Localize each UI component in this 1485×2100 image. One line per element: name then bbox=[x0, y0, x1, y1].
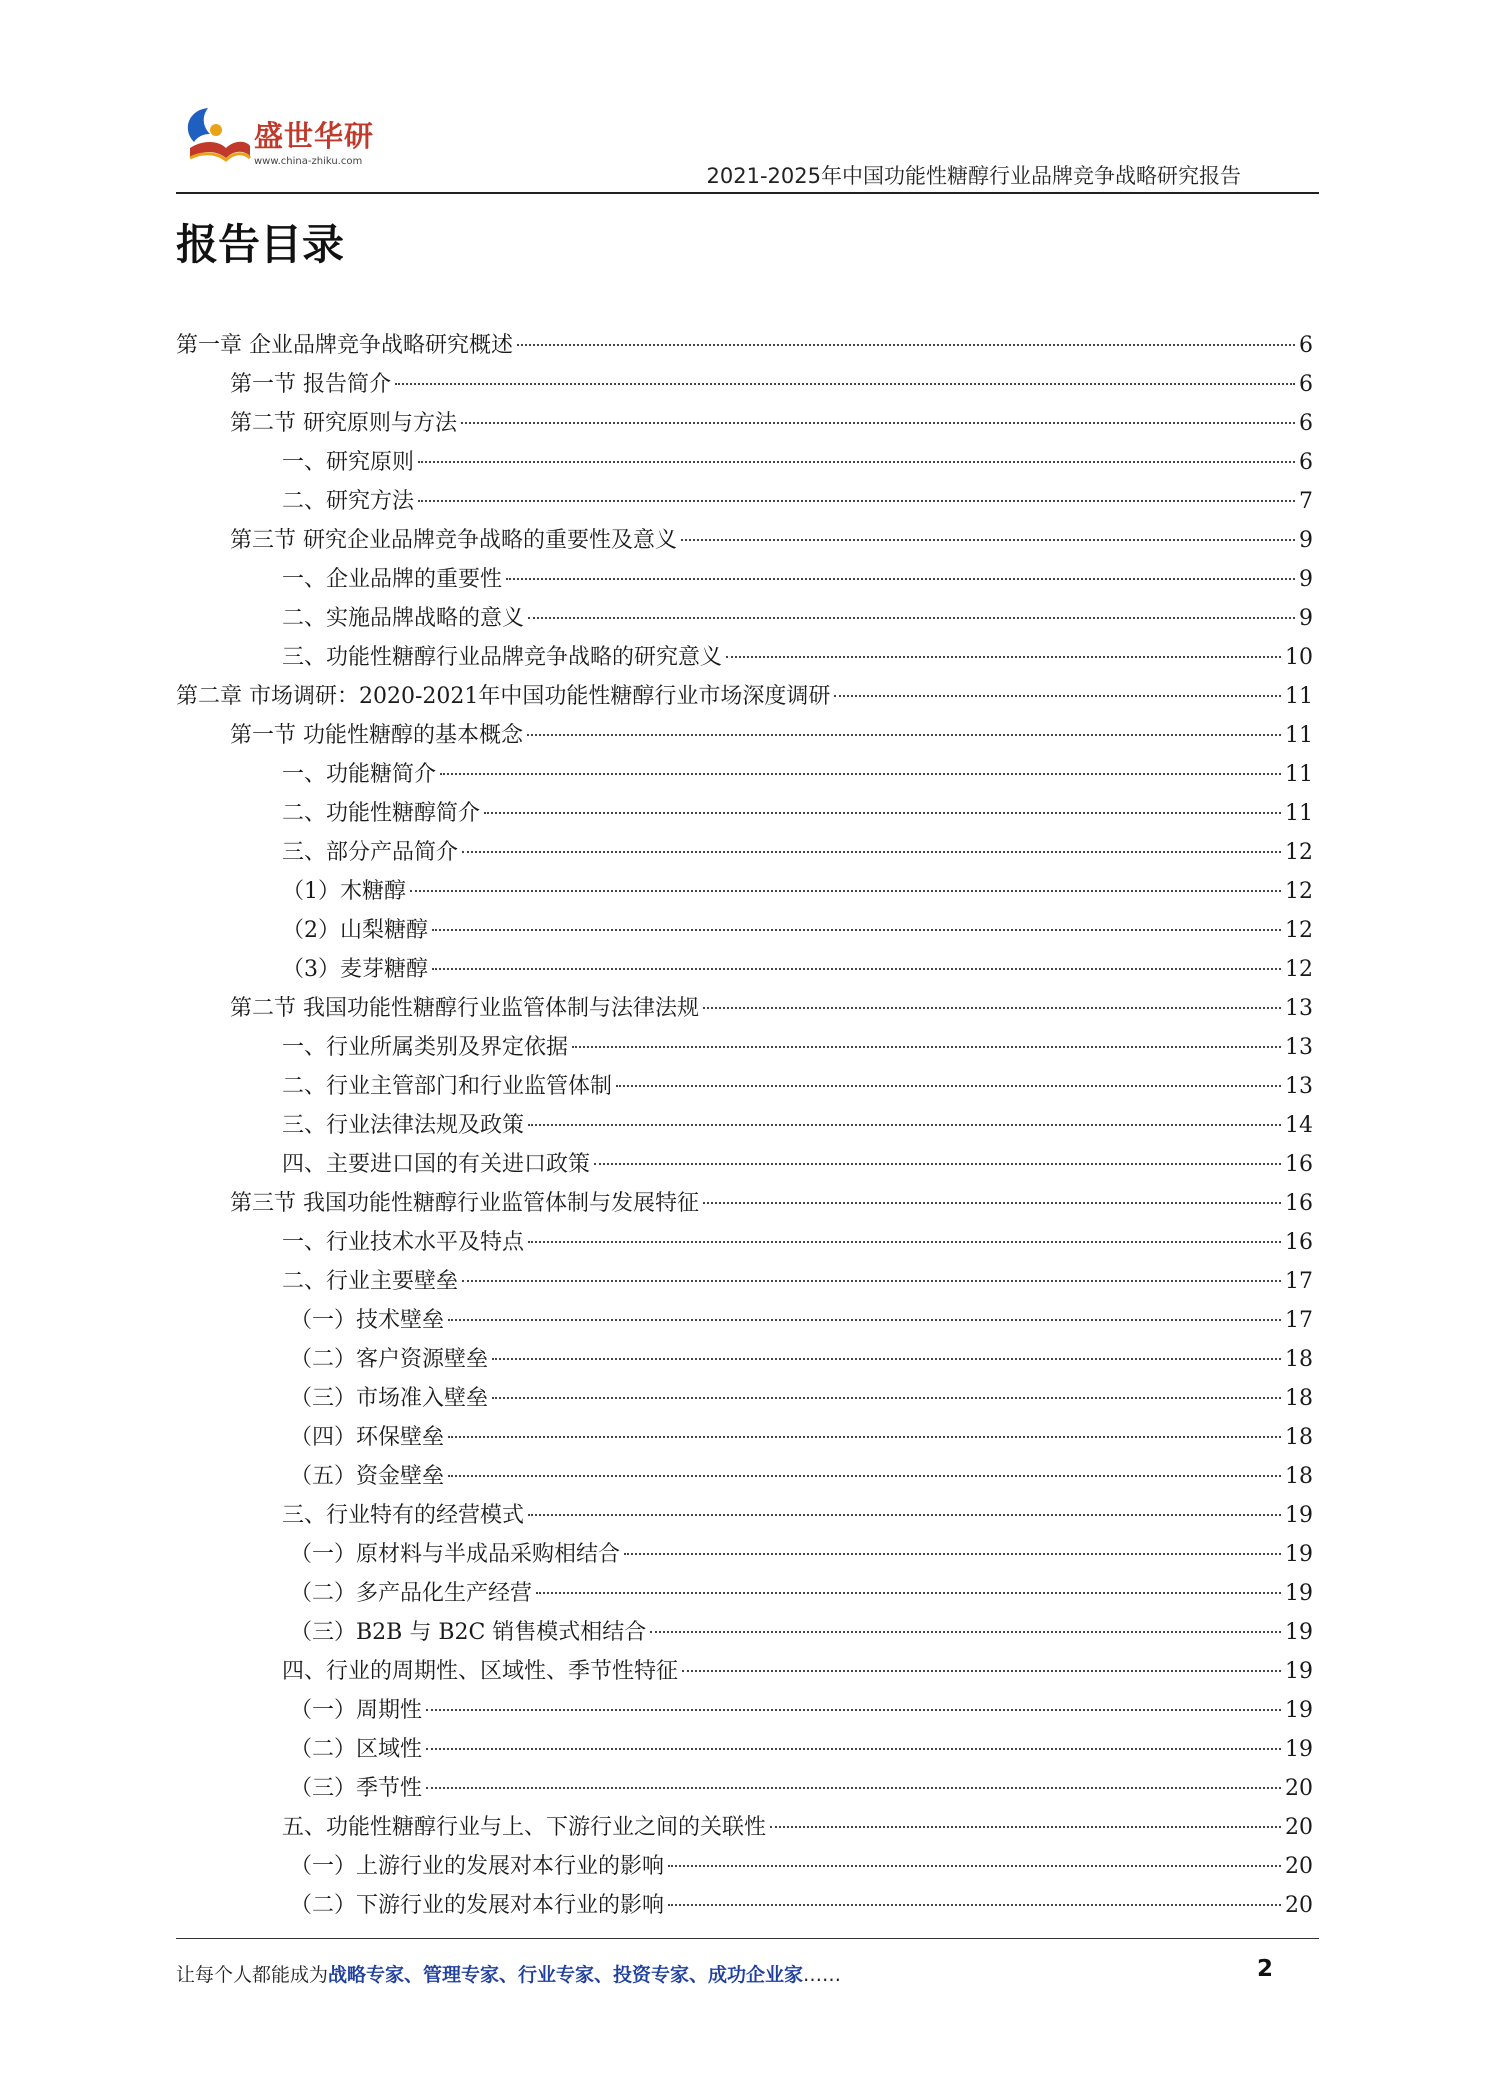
toc-entry-title: （二）多产品化生产经营 bbox=[290, 1581, 533, 1606]
toc-dot-leader bbox=[492, 1397, 1281, 1399]
toc-entry[interactable] bbox=[176, 1262, 1313, 1301]
toc-entry[interactable] bbox=[176, 872, 1313, 911]
toc-dot-leader bbox=[616, 1085, 1281, 1087]
toc-entry-page: 18 bbox=[1285, 1425, 1313, 1450]
toc-entry[interactable] bbox=[176, 989, 1313, 1028]
toc-entry[interactable] bbox=[176, 1340, 1313, 1379]
toc-dot-leader bbox=[448, 1319, 1281, 1321]
toc-entry-page: 18 bbox=[1285, 1347, 1313, 1372]
toc-entry-page: 10 bbox=[1285, 645, 1313, 670]
toc-dot-leader bbox=[462, 851, 1281, 853]
toc-dot-leader bbox=[418, 500, 1295, 502]
toc-entry-page: 9 bbox=[1299, 567, 1313, 592]
footer-slogan bbox=[176, 1960, 841, 1987]
toc-entry[interactable] bbox=[176, 755, 1313, 794]
toc-entry-page: 20 bbox=[1285, 1854, 1313, 1879]
toc-dot-leader bbox=[528, 1241, 1281, 1243]
logo-emblem-icon bbox=[176, 100, 252, 176]
footer-slogan-suffix: …… bbox=[803, 1964, 842, 1986]
toc-dot-leader bbox=[624, 1553, 1281, 1555]
toc-entry-page: 9 bbox=[1299, 528, 1313, 553]
footer-slogan-highlight: 战略专家、管理专家、行业专家、投资专家、成功企业家 bbox=[328, 1964, 804, 1986]
toc-entry-title: 第三节 我国功能性糖醇行业监管体制与发展特征 bbox=[230, 1191, 699, 1216]
toc-entry-title: 二、行业主要壁垒 bbox=[282, 1269, 459, 1294]
toc-entry-title: 二、研究方法 bbox=[282, 489, 415, 514]
toc-entry-page: 9 bbox=[1299, 606, 1313, 631]
toc-dot-leader bbox=[517, 344, 1295, 346]
toc-entry-title: （三）B2B 与 B2C 销售模式相结合 bbox=[290, 1620, 647, 1645]
toc-entry-title: 二、实施品牌战略的意义 bbox=[282, 606, 525, 631]
toc-entry[interactable] bbox=[176, 1691, 1313, 1730]
toc-entry-page: 17 bbox=[1285, 1308, 1313, 1333]
toc-entry-page: 19 bbox=[1285, 1542, 1313, 1567]
toc-dot-leader bbox=[703, 1202, 1281, 1204]
toc-dot-leader bbox=[726, 656, 1281, 658]
toc-entry[interactable] bbox=[176, 1067, 1313, 1106]
toc-entry-page: 19 bbox=[1285, 1698, 1313, 1723]
toc-dot-leader bbox=[440, 773, 1281, 775]
toc-entry-title: 三、行业特有的经营模式 bbox=[282, 1503, 525, 1528]
toc-entry-page: 16 bbox=[1285, 1191, 1313, 1216]
toc-entry[interactable] bbox=[176, 950, 1313, 989]
toc-dot-leader bbox=[418, 461, 1295, 463]
footer-slogan-prefix: 让每个人都能成为 bbox=[176, 1964, 329, 1986]
toc-entry-title: 第二章 市场调研：2020-2021年中国功能性糖醇行业市场深度调研 bbox=[176, 684, 831, 709]
toc-entry[interactable] bbox=[176, 1379, 1313, 1418]
toc-entry[interactable] bbox=[176, 1184, 1313, 1223]
toc-entry-title: （一）上游行业的发展对本行业的影响 bbox=[290, 1854, 665, 1879]
toc-entry-title: 一、研究原则 bbox=[282, 450, 415, 475]
toc-entry[interactable] bbox=[176, 443, 1313, 482]
toc-entry[interactable] bbox=[176, 1418, 1313, 1457]
toc-dot-leader bbox=[426, 1709, 1281, 1711]
toc-entry-page: 20 bbox=[1285, 1815, 1313, 1840]
toc-dot-leader bbox=[527, 734, 1281, 736]
toc-dot-leader bbox=[484, 812, 1281, 814]
toc-entry-page: 16 bbox=[1285, 1152, 1313, 1177]
table-of-contents bbox=[176, 326, 1313, 1925]
toc-entry[interactable] bbox=[176, 1535, 1313, 1574]
toc-entry[interactable] bbox=[176, 521, 1313, 560]
toc-entry[interactable] bbox=[176, 1106, 1313, 1145]
toc-entry-page: 14 bbox=[1285, 1113, 1313, 1138]
toc-entry-title: （一）原材料与半成品采购相结合 bbox=[290, 1542, 621, 1567]
toc-entry[interactable] bbox=[176, 677, 1313, 716]
toc-entry-title: 第二节 我国功能性糖醇行业监管体制与法律法规 bbox=[230, 996, 699, 1021]
toc-dot-leader bbox=[426, 1787, 1281, 1789]
toc-entry-title: 一、行业技术水平及特点 bbox=[282, 1230, 525, 1255]
toc-entry[interactable] bbox=[176, 560, 1313, 599]
toc-entry[interactable] bbox=[176, 1652, 1313, 1691]
toc-entry-title: （二）区域性 bbox=[290, 1737, 423, 1762]
toc-entry-page: 19 bbox=[1285, 1659, 1313, 1684]
report-title: 2021-2025年中国功能性糖醇行业品牌竞争战略研究报告 bbox=[706, 164, 1241, 188]
toc-dot-leader bbox=[572, 1046, 1281, 1048]
toc-entry[interactable] bbox=[176, 1613, 1313, 1652]
toc-entry-title: 第一章 企业品牌竞争战略研究概述 bbox=[176, 333, 513, 358]
toc-entry-page: 19 bbox=[1285, 1503, 1313, 1528]
toc-entry[interactable] bbox=[176, 1028, 1313, 1067]
toc-entry-page: 20 bbox=[1285, 1893, 1313, 1918]
toc-entry[interactable] bbox=[176, 1223, 1313, 1262]
toc-entry-title: 一、功能糖简介 bbox=[282, 762, 437, 787]
toc-entry-page: 13 bbox=[1285, 996, 1313, 1021]
toc-entry[interactable] bbox=[176, 911, 1313, 950]
toc-dot-leader bbox=[681, 539, 1295, 541]
toc-entry-title: 三、行业法律法规及政策 bbox=[282, 1113, 525, 1138]
toc-dot-leader bbox=[448, 1475, 1281, 1477]
toc-dot-leader bbox=[528, 1514, 1281, 1516]
toc-entry-page: 12 bbox=[1285, 918, 1313, 943]
toc-entry[interactable] bbox=[176, 1457, 1313, 1496]
toc-dot-leader bbox=[506, 578, 1295, 580]
toc-dot-leader bbox=[410, 890, 1281, 892]
toc-entry-page: 18 bbox=[1285, 1386, 1313, 1411]
toc-entry-page: 11 bbox=[1285, 762, 1313, 787]
toc-entry-page: 7 bbox=[1299, 489, 1313, 514]
toc-dot-leader bbox=[462, 1280, 1281, 1282]
toc-entry-title: （一）技术壁垒 bbox=[290, 1308, 445, 1333]
company-logo bbox=[176, 100, 396, 180]
toc-entry-title: （四）环保壁垒 bbox=[290, 1425, 445, 1450]
toc-entry-page: 6 bbox=[1299, 450, 1313, 475]
toc-dot-leader bbox=[668, 1865, 1281, 1867]
toc-entry-page: 19 bbox=[1285, 1737, 1313, 1762]
logo-name: 盛世华研 bbox=[254, 119, 375, 153]
toc-entry-title: （1）木糖醇 bbox=[282, 879, 406, 904]
toc-entry-page: 17 bbox=[1285, 1269, 1313, 1294]
toc-entry-title: 二、功能性糖醇简介 bbox=[282, 801, 481, 826]
toc-dot-leader bbox=[448, 1436, 1281, 1438]
toc-entry-title: 四、行业的周期性、区域性、季节性特征 bbox=[282, 1659, 679, 1684]
page-number: 2 bbox=[1256, 1956, 1273, 1982]
footer-divider bbox=[176, 1938, 1319, 1939]
toc-entry[interactable] bbox=[176, 1808, 1313, 1847]
page-title: 报告目录 bbox=[176, 220, 345, 269]
toc-dot-leader bbox=[703, 1007, 1281, 1009]
toc-entry-page: 18 bbox=[1285, 1464, 1313, 1489]
toc-entry-title: （五）资金壁垒 bbox=[290, 1464, 445, 1489]
toc-entry[interactable] bbox=[176, 833, 1313, 872]
toc-entry-page: 19 bbox=[1285, 1620, 1313, 1645]
toc-entry-title: 四、主要进口国的有关进口政策 bbox=[282, 1152, 591, 1177]
toc-entry-title: （3）麦芽糖醇 bbox=[282, 957, 428, 982]
toc-entry-title: （一）周期性 bbox=[290, 1698, 423, 1723]
toc-entry[interactable] bbox=[176, 638, 1313, 677]
toc-entry-page: 6 bbox=[1299, 411, 1313, 436]
toc-dot-leader bbox=[528, 1124, 1281, 1126]
toc-entry[interactable] bbox=[176, 1301, 1313, 1340]
toc-entry-page: 13 bbox=[1285, 1035, 1313, 1060]
toc-entry[interactable] bbox=[176, 1496, 1313, 1535]
toc-entry[interactable] bbox=[176, 1145, 1313, 1184]
toc-dot-leader bbox=[682, 1670, 1281, 1672]
toc-dot-leader bbox=[432, 929, 1281, 931]
toc-entry[interactable] bbox=[176, 1847, 1313, 1886]
toc-entry[interactable] bbox=[176, 404, 1313, 443]
toc-entry-title: （三）市场准入壁垒 bbox=[290, 1386, 489, 1411]
toc-entry[interactable] bbox=[176, 482, 1313, 521]
toc-entry-title: 三、部分产品简介 bbox=[282, 840, 459, 865]
toc-dot-leader bbox=[834, 695, 1281, 697]
toc-entry[interactable] bbox=[176, 716, 1313, 755]
toc-entry-page: 12 bbox=[1285, 957, 1313, 982]
toc-entry[interactable] bbox=[176, 1886, 1313, 1925]
toc-dot-leader bbox=[650, 1631, 1281, 1633]
toc-entry-page: 6 bbox=[1299, 372, 1313, 397]
toc-entry-title: 第二节 研究原则与方法 bbox=[230, 411, 457, 436]
toc-entry-title: 二、行业主管部门和行业监管体制 bbox=[282, 1074, 613, 1099]
toc-dot-leader bbox=[536, 1592, 1281, 1594]
toc-entry[interactable] bbox=[176, 365, 1313, 404]
toc-entry-title: 第一节 报告简介 bbox=[230, 372, 391, 397]
toc-entry-page: 12 bbox=[1285, 879, 1313, 904]
toc-dot-leader bbox=[492, 1358, 1281, 1360]
toc-dot-leader bbox=[528, 617, 1295, 619]
toc-dot-leader bbox=[594, 1163, 1281, 1165]
toc-entry-title: 第三节 研究企业品牌竞争战略的重要性及意义 bbox=[230, 528, 677, 553]
toc-entry[interactable] bbox=[176, 1769, 1313, 1808]
toc-entry-page: 13 bbox=[1285, 1074, 1313, 1099]
toc-entry-page: 20 bbox=[1285, 1776, 1313, 1801]
toc-dot-leader bbox=[668, 1904, 1281, 1906]
toc-entry-page: 19 bbox=[1285, 1581, 1313, 1606]
toc-entry-title: （2）山梨糖醇 bbox=[282, 918, 428, 943]
toc-entry[interactable] bbox=[176, 326, 1313, 365]
toc-entry-page: 11 bbox=[1285, 684, 1313, 709]
toc-entry-page: 16 bbox=[1285, 1230, 1313, 1255]
toc-entry-title: 五、功能性糖醇行业与上、下游行业之间的关联性 bbox=[282, 1815, 767, 1840]
toc-entry[interactable] bbox=[176, 1730, 1313, 1769]
toc-entry-title: 三、功能性糖醇行业品牌竞争战略的研究意义 bbox=[282, 645, 723, 670]
toc-entry-title: （二）下游行业的发展对本行业的影响 bbox=[290, 1893, 665, 1918]
toc-entry[interactable] bbox=[176, 794, 1313, 833]
toc-entry-page: 11 bbox=[1285, 723, 1313, 748]
toc-entry-page: 6 bbox=[1299, 333, 1313, 358]
toc-entry-title: （三）季节性 bbox=[290, 1776, 423, 1801]
toc-entry-page: 11 bbox=[1285, 801, 1313, 826]
toc-entry-title: （二）客户资源壁垒 bbox=[290, 1347, 489, 1372]
toc-dot-leader bbox=[461, 422, 1295, 424]
toc-dot-leader bbox=[395, 383, 1295, 385]
toc-entry[interactable] bbox=[176, 1574, 1313, 1613]
toc-dot-leader bbox=[432, 968, 1281, 970]
toc-entry[interactable] bbox=[176, 599, 1313, 638]
toc-entry-page: 12 bbox=[1285, 840, 1313, 865]
toc-dot-leader bbox=[426, 1748, 1281, 1750]
toc-entry-title: 第一节 功能性糖醇的基本概念 bbox=[230, 723, 523, 748]
toc-entry-title: 一、企业品牌的重要性 bbox=[282, 567, 503, 592]
logo-url: www.china-zhiku.com bbox=[254, 156, 363, 167]
header-divider bbox=[176, 192, 1319, 194]
toc-entry-title: 一、行业所属类别及界定依据 bbox=[282, 1035, 569, 1060]
toc-dot-leader bbox=[770, 1826, 1281, 1828]
